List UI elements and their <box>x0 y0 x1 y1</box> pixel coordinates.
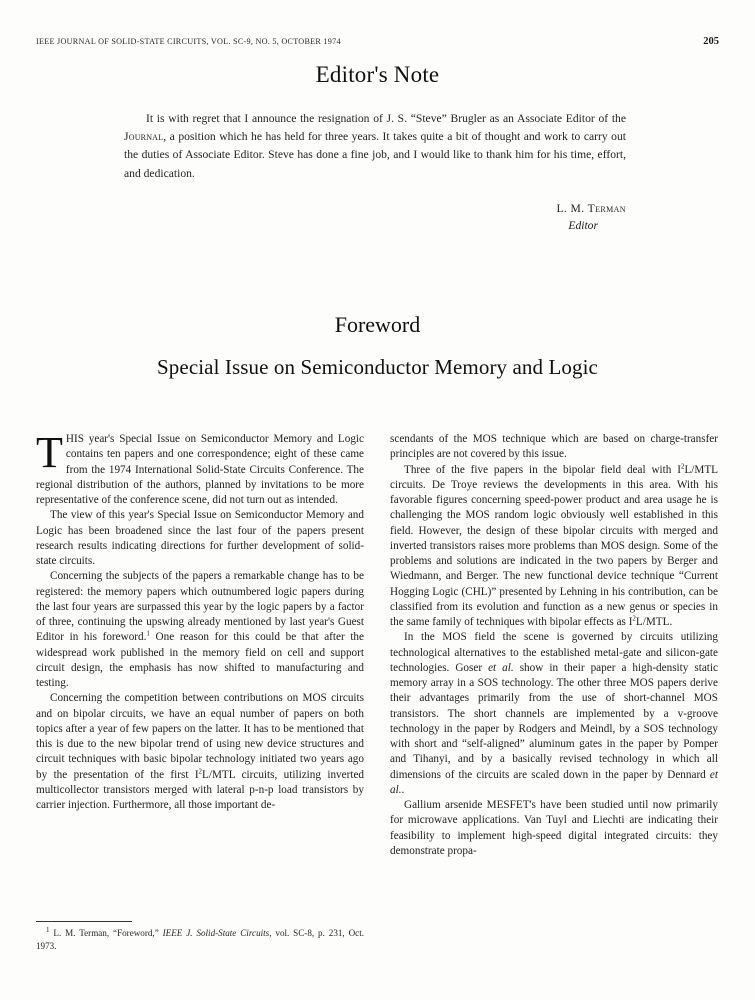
left-paragraph-4-a: Concerning the competition between contributions on MOS circuits and on bipolar circuits, we have an equal number of papers on both topics after a year of few papers on the latter. It has to be mentioned that this is due to the new bipolar trend of using new device structures and circuit techniques with basic bipolar technology initiated two years ago by the presentation of the first I <box>36 692 364 781</box>
right-paragraph-2-c: L/MTL. <box>635 616 673 628</box>
foreword-title: Foreword <box>334 312 421 337</box>
footnote-marker-inline: 1 <box>146 629 150 638</box>
right-paragraph-3-c: . <box>401 783 405 796</box>
et-al-italic-2: et al. <box>390 768 718 796</box>
right-paragraph-2-b: L/MTL circuits. De Troye reviews the developments in this area. With his favorable figures concerning speed-power product and area usage he is challenging the MOS random logic obviously well established in this field. However, the design of these bipolar circuits with merged and inverted transistors raises more problems than MOS design. Some of the problems and solutions are indicated in the two papers by Berger and Wiedmann, and Berger. The new functional device technique “Current Hogging Logic (CHL)” presented by Lehning in his contribution, can be classified from its evolution and function as a new genus or species in the same family of techniques with bipolar effects as I <box>390 463 718 628</box>
i2l-superscript-3: 2 <box>632 614 636 623</box>
footnote-source: IEEE J. Solid-State Circuits <box>162 928 270 939</box>
footnote-marker: 1 <box>46 926 50 935</box>
right-column <box>390 432 718 952</box>
right-paragraph-3-a: In the MOS field the scene is governed by circuits utilizing technological alternatives to the established metal-gate and silicon-gate technologies. Goser <box>390 631 718 674</box>
left-paragraph-3 <box>36 569 364 691</box>
editors-note-text-part2: , a position which he has held for three years. It takes quite a bit of thought and work to carry out the duties of Associate Editor. Steve has done a fine job, and I would like to thank him for his time, effort, and dedication. <box>124 130 626 180</box>
right-paragraph-3-b: show in their paper a high-density static memory array in a SOS technology. The other three MOS papers derive their advantages primarily from the use of short-channel MOS transistors. The short channels are implemented by a v-groove technology in the paper by Rodgers and Meindl, by a SOS technology with short and “self-aligned” aluminum gates in the paper by Pomper and Tihanyi, and by a basically revised technology in which all dimensions of the circuits are scaled down in the paper by Dennard <box>390 661 718 781</box>
left-column <box>36 428 364 952</box>
footnote-tail: , vol. SC-8, p. 231, Oct. 1973. <box>36 928 364 951</box>
drop-cap: T <box>36 428 63 477</box>
body-columns <box>36 428 719 952</box>
editors-note-body <box>124 110 626 183</box>
editors-note-title: Editor's Note <box>315 62 440 87</box>
footnote-text <box>36 927 364 952</box>
left-paragraph-2: The view of this year's Special Issue on Semiconductor Memory and Logic has been broadened since the last four of the papers present research results indicating directions for further development of solid-state circuits. <box>36 509 364 567</box>
footnote-author: L. M. Terman, “Foreword,” <box>49 928 163 939</box>
right-paragraph-3 <box>390 630 718 798</box>
editors-note-text-part1: It is with regret that I announce the resignation of J. S. “Steve” Brugler as an Associate Editor of the <box>146 112 626 125</box>
left-paragraph-3-b: One reason for this could be that after the widespread work published in the memory field on cell and support circuit design, the emphasis has now shifted to manufacturing and testing. <box>36 631 364 689</box>
editor-signature <box>124 200 644 234</box>
left-paragraph-1 <box>36 428 364 508</box>
page-number: 205 <box>703 36 719 47</box>
right-paragraph-1: scendants of the MOS technique which are based on charge-transfer principles are not covered by this issue. <box>390 433 718 461</box>
left-paragraph-4 <box>36 691 364 813</box>
right-paragraph-2 <box>390 463 718 631</box>
right-paragraph-4: Gallium arsenide MESFET's have been studied until now primarily for microwave applications. Van Tuyl and Liechti are indicating their feasibility to implement high-speed digital integrated circuits: they demonstrate propa- <box>390 799 718 857</box>
signature-role: Editor <box>568 219 598 232</box>
left-paragraph-3-a: Concerning the subjects of the papers a remarkable change has to be registered: the memory papers which outnumbered logic papers during the last four years are surpassed this year by the logic papers by a factor of three, continuing the upswing already mentioned by last year's Guest Editor in his foreword. <box>36 570 364 644</box>
et-al-italic-1: et al. <box>488 661 514 674</box>
signature-name: L. M. Terman <box>556 202 626 215</box>
footnote-rule <box>36 921 132 922</box>
i2l-superscript-2: 2 <box>680 461 685 470</box>
footnote-block <box>36 921 364 952</box>
left-paragraph-4-b: L/MTL circuits, utilizing inverted multicollector transistors merged with lateral p-n-p load transistors by carrier injection. Furthermore, all those important de- <box>36 768 364 811</box>
i2l-superscript: 2 <box>198 766 203 775</box>
running-head-journal: IEEE JOURNAL OF SOLID-STATE CIRCUITS, VOL. SC-9, NO. 5, OCTOBER 1974 <box>36 37 341 46</box>
right-paragraph-2-a: Three of the five papers in the bipolar field deal with I <box>404 463 681 476</box>
journal-word: Journal <box>124 130 164 144</box>
foreword-subtitle: Special Issue on Semiconductor Memory and Logic <box>157 355 598 379</box>
running-head <box>36 36 719 50</box>
left-paragraph-1-text: HIS year's Special Issue on Semiconductor Memory and Logic contains ten papers and one correspondence; eight of these came from the 1974 International Solid-State Circuits Conference. The regional distribution of the authors, planned by invitations to be more representative of the conference scene, did not turn out as intended. <box>36 433 364 506</box>
